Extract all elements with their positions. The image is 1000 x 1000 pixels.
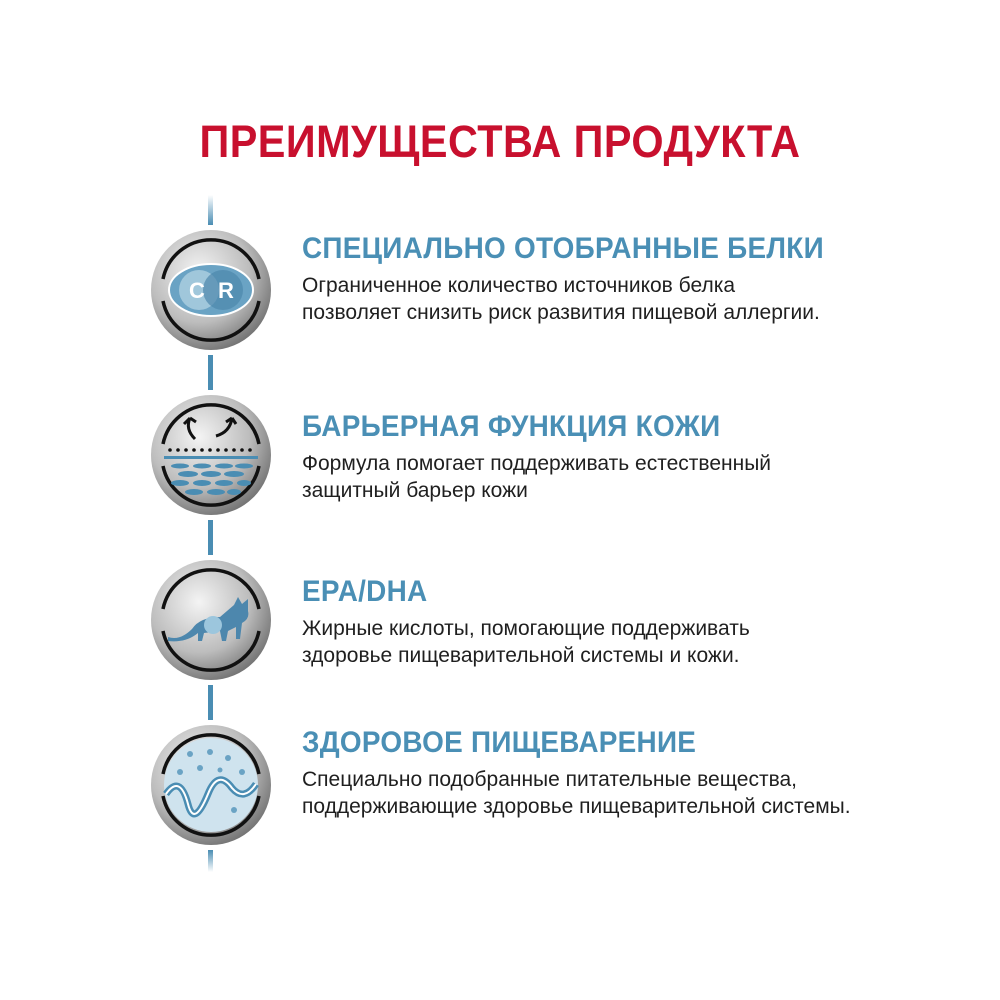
benefit-text: Специально подобранные питательные вещества, поддерживающие здоровье пищеварительной системы. <box>302 768 851 818</box>
benefit-heading: ЗДОРОВОЕ ПИЩЕВАРЕНИЕ <box>302 726 697 759</box>
timeline-line <box>208 520 213 555</box>
cat-icon <box>150 559 272 681</box>
digestion-icon <box>150 724 272 846</box>
page-title: ПРЕИМУЩЕСТВА ПРОДУКТА <box>199 116 801 167</box>
benefit-text: Ограниченное количество источников белка позволяет снизить риск развития пищевой аллергии. <box>302 274 820 324</box>
icon-letter-c: C <box>189 278 205 303</box>
timeline-line <box>208 195 213 225</box>
benefit-heading: СПЕЦИАЛЬНО ОТОБРАННЫЕ БЕЛКИ <box>302 232 824 265</box>
skin-barrier-icon <box>150 394 272 516</box>
timeline-line <box>208 685 213 720</box>
benefit-digestion <box>302 726 902 820</box>
benefit-epa-dha <box>302 575 902 669</box>
benefit-skin-barrier <box>302 410 902 504</box>
cr-protein-icon <box>150 229 272 351</box>
benefit-proteins <box>302 232 902 326</box>
benefit-heading: БАРЬЕРНАЯ ФУНКЦИЯ КОЖИ <box>302 410 721 443</box>
benefit-text: Жирные кислоты, помогающие поддерживать здоровье пищеварительной системы и кожи. <box>302 617 750 667</box>
benefit-text: Формула помогает поддерживать естественный защитный барьер кожи <box>302 452 772 502</box>
timeline-line <box>208 355 213 390</box>
icon-letter-r: R <box>218 278 234 303</box>
timeline-line <box>208 850 213 872</box>
benefit-heading: EPA/DHA <box>302 575 428 608</box>
